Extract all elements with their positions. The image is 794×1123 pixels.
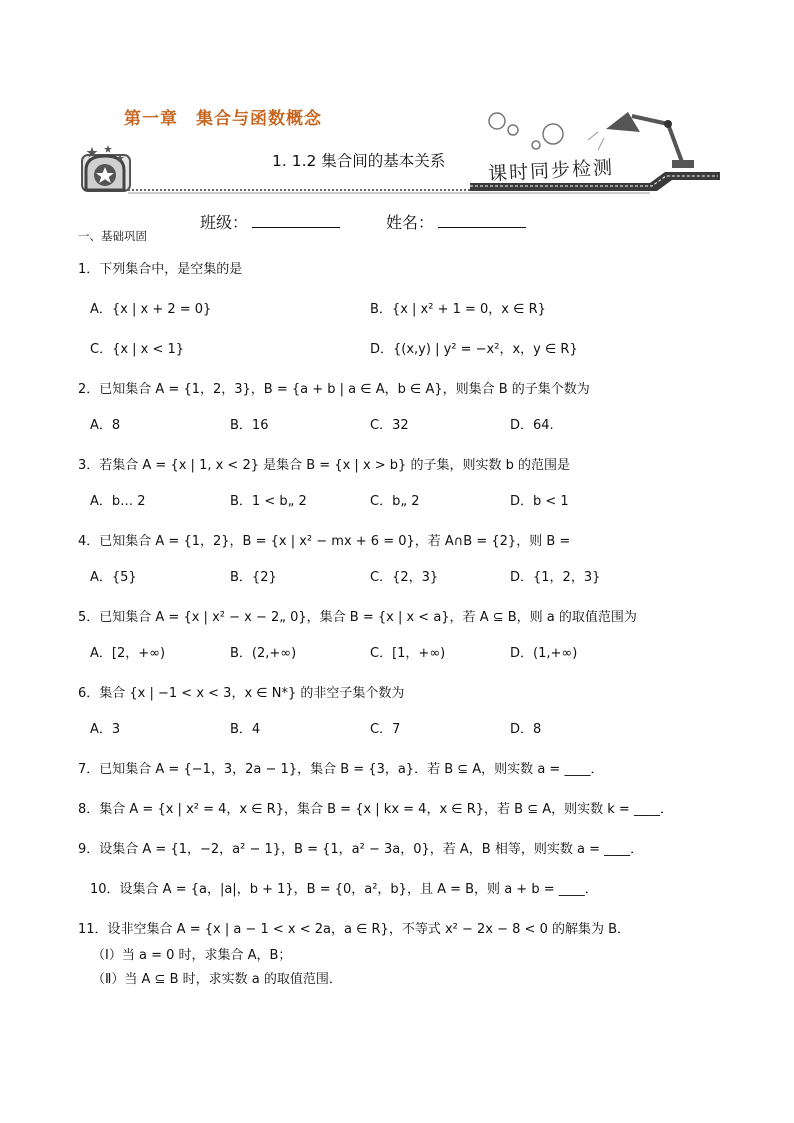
option-c: C．b„ 2 (370, 494, 420, 509)
question-11-part-2: （Ⅱ）当 A ⊆ B 时，求实数 a 的取值范围． (92, 972, 342, 987)
option-c: C．[1，+∞) (370, 646, 446, 661)
question-stem: 3．若集合 A = {x | 1, x < 2} 是集合 B = {x | x > b} 的子集，则实数 b 的范围是 (78, 458, 570, 473)
option-a: A．8 (90, 418, 121, 433)
option-c: C．{2，3} (370, 570, 439, 585)
option-b: B．{2} (230, 570, 277, 585)
option-a: A．b… 2 (90, 494, 146, 509)
question-2 (78, 380, 718, 436)
chapter-title: 第一章 集合与函数概念 (124, 109, 322, 129)
class-blank[interactable] (252, 213, 340, 228)
question-8: 8．集合 A = {x | x² = 4，x ∈ R}，集合 B = {x | kx = 4，x ∈ R}，若 B ⊆ A，则实数 k = ____． (78, 802, 673, 817)
option-b: B．{x | x² + 1 = 0，x ∈ R} (370, 302, 546, 317)
question-9: 9．设集合 A = {1，−2，a² − 1}，B = {1，a² − 3a，0}，若 A，B 相等，则实数 a = ____． (78, 842, 644, 857)
section-heading: 一、基础巩固 (78, 229, 147, 243)
option-d: D．(1,+∞) (510, 646, 578, 661)
option-d: D．64. (510, 418, 554, 433)
option-c: C．32 (370, 418, 409, 433)
question-6 (78, 684, 718, 740)
option-a: A．{5} (90, 570, 137, 585)
option-d: D．{1，2，3} (510, 570, 601, 585)
question-stem: 2．已知集合 A = {1，2，3}，B = {a + b | a ∈ A，b ∈ A}，则集合 B 的子集个数为 (78, 382, 590, 397)
option-d: D．8 (510, 722, 542, 737)
question-4 (78, 532, 718, 588)
question-list (78, 228, 718, 990)
option-a: A．[2，+∞) (90, 646, 166, 661)
option-c: C．{x | x < 1} (90, 342, 185, 357)
option-b: B．(2,+∞) (230, 646, 297, 661)
bubbles-icon (489, 113, 563, 149)
option-a: A．{x | x + 2 = 0} (90, 302, 212, 317)
question-stem: 11．设非空集合 A = {x | a − 1 < x < 2a，a ∈ R}，不等式 x² − 2x − 8 < 0 的解集为 B． (78, 922, 631, 937)
option-c: C．7 (370, 722, 401, 737)
question-stem: 4．已知集合 A = {1，2}，B = {x | x² − mx + 6 = 0}，若 A∩B = {2}，则 B = (78, 534, 571, 549)
option-d: D．{(x,y) | y² = −x²，x，y ∈ R} (370, 342, 578, 357)
name-blank[interactable] (438, 213, 526, 228)
class-label: 班级： (200, 213, 249, 232)
star-badge-icon (82, 145, 130, 191)
name-label: 姓名： (386, 213, 435, 232)
option-d: D．b < 1 (510, 494, 569, 509)
question-stem: 6．集合 {x | −1 < x < 3，x ∈ N*} 的非空子集个数为 (78, 686, 405, 701)
question-7: 7．已知集合 A = {−1，3，2a − 1}，集合 B = {3，a}．若 B ⊆ A，则实数 a = ____． (78, 762, 604, 777)
question-10: 10．设集合 A = {a，|a|，b + 1}，B = {0，a²，b}，且 A = B，则 a + b = ____． (90, 882, 598, 897)
option-b: B．4 (230, 722, 261, 737)
option-a: A．3 (90, 722, 121, 737)
question-11 (78, 920, 718, 990)
question-stem: 5．已知集合 A = {x | x² − x − 2„ 0}，集合 B = {x | x < a}，若 A ⊆ B，则 a 的取值范围为 (78, 610, 637, 625)
question-5 (78, 608, 718, 664)
sync-check-title: 课时同步检测 (487, 156, 615, 186)
header-banner (0, 0, 794, 200)
question-11-part-1: （Ⅰ）当 a = 0 时，求集合 A，B； (92, 948, 292, 963)
question-stem: 1．下列集合中，是空集的是 (78, 262, 243, 277)
question-1 (78, 260, 718, 360)
section-title: 1. 1.2 集合间的基本关系 (272, 152, 446, 170)
option-b: B．1 < b„ 2 (230, 494, 307, 509)
question-3 (78, 456, 718, 512)
option-b: B．16 (230, 418, 269, 433)
